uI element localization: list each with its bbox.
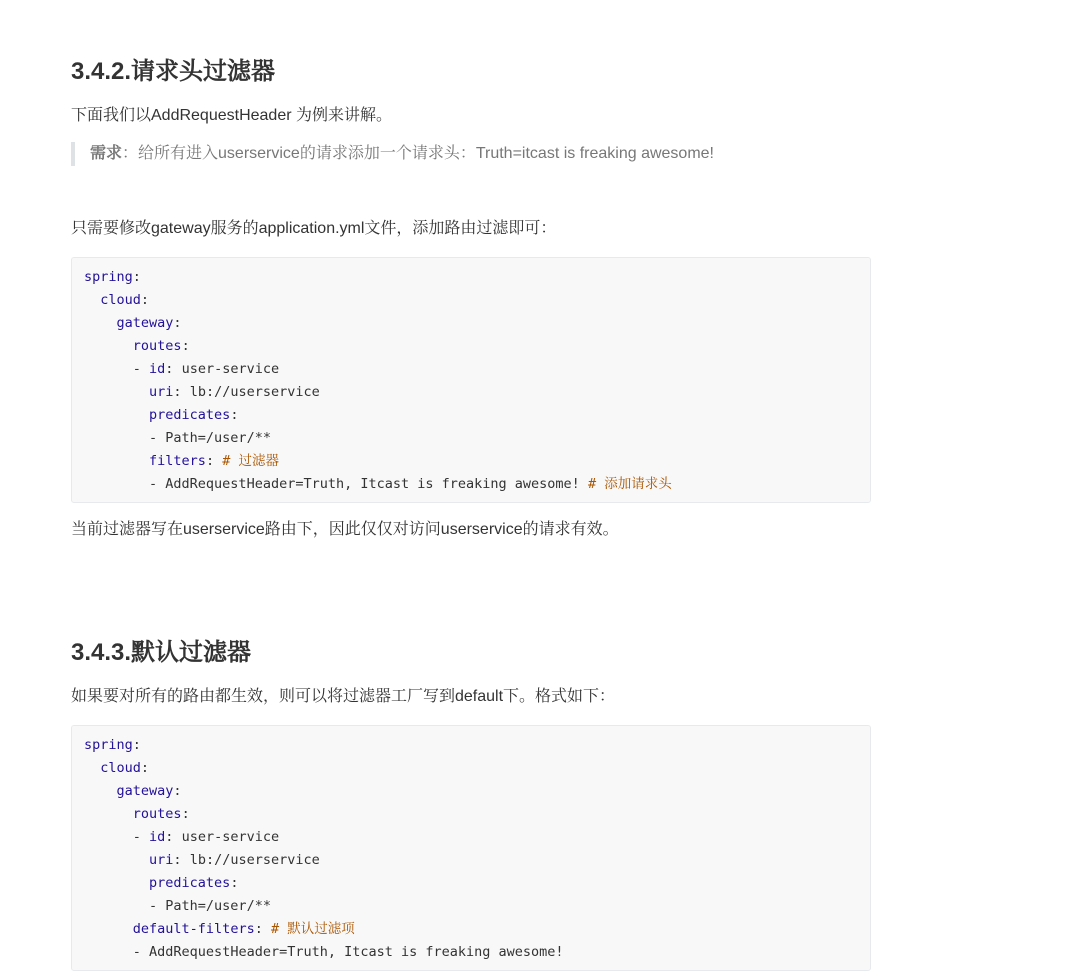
code-indent xyxy=(84,384,149,400)
code-line xyxy=(84,358,858,381)
code-line xyxy=(84,404,858,427)
code-key: gateway xyxy=(116,315,174,331)
code-value: - Path=/user/** xyxy=(149,898,271,914)
code-line xyxy=(84,427,858,450)
code-line xyxy=(84,450,858,473)
code-indent xyxy=(84,875,149,891)
code-key: spring xyxy=(84,269,133,285)
code-key: cloud xyxy=(100,292,141,308)
code-punct: : xyxy=(165,829,174,845)
section-heading-default-filter: 3.4.3.默认过滤器 xyxy=(71,639,252,666)
code-key: gateway xyxy=(116,783,174,799)
code-value: - Path=/user/** xyxy=(149,430,271,446)
code-indent xyxy=(84,760,100,776)
code-block-request-header xyxy=(71,257,871,503)
code-key: predicates xyxy=(149,407,231,423)
code-line xyxy=(84,918,858,941)
section-heading-request-header-filter: 3.4.2.请求头过滤器 xyxy=(71,58,276,85)
code-indent xyxy=(84,944,133,960)
code-line xyxy=(84,757,858,780)
code-punct: : xyxy=(132,269,141,285)
code-punct: : xyxy=(230,407,239,423)
code-line xyxy=(84,335,858,358)
code-indent xyxy=(84,806,133,822)
requirement-blockquote xyxy=(71,142,871,166)
code-punct: : xyxy=(181,338,190,354)
code-key: default-filters xyxy=(132,921,255,937)
code-punct: : xyxy=(140,292,150,308)
code-line xyxy=(84,312,858,335)
code-line xyxy=(84,734,858,757)
code-punct: : xyxy=(173,315,182,331)
code-punct: : xyxy=(254,921,263,937)
code-punct: : xyxy=(165,361,174,377)
code-indent xyxy=(84,852,149,868)
code-indent xyxy=(84,292,100,308)
code-line xyxy=(84,872,858,895)
code-line xyxy=(84,849,858,872)
code-indent: - xyxy=(84,829,150,845)
code-line xyxy=(84,266,858,289)
code-value xyxy=(263,921,271,937)
code-line xyxy=(84,381,858,404)
section1-intro: 下面我们以AddRequestHeader 为例来讲解。 xyxy=(71,107,392,124)
code-indent xyxy=(84,453,149,469)
code-indent xyxy=(84,921,133,937)
code-punct: : xyxy=(230,875,239,891)
code-key: id xyxy=(149,361,166,377)
code-value: - AddRequestHeader=Truth, Itcast is freaking awesome! xyxy=(149,476,588,492)
code-key: filters xyxy=(149,453,206,469)
code-value: lb://userservice xyxy=(181,384,320,400)
section2-intro: 如果要对所有的路由都生效，则可以将过滤器工厂写到default下。格式如下： xyxy=(71,688,616,705)
code-punct: : xyxy=(132,737,141,753)
code-line xyxy=(84,780,858,803)
code-value: user-service xyxy=(173,361,280,377)
code-value: user-service xyxy=(173,829,280,845)
code-punct: : xyxy=(205,453,215,469)
code-key: id xyxy=(149,829,166,845)
code-block-default-filter xyxy=(71,725,871,971)
code-indent xyxy=(84,783,117,799)
code-key: predicates xyxy=(149,875,231,891)
code-value xyxy=(214,453,222,469)
code-key: routes xyxy=(132,338,182,354)
code-indent xyxy=(84,430,149,446)
code-comment: # 过滤器 xyxy=(222,453,279,469)
code-key: cloud xyxy=(100,760,141,776)
section1-note: 当前过滤器写在userservice路由下，因此仅仅对访问userservice的请求有效。 xyxy=(71,521,619,538)
code-punct: : xyxy=(173,384,182,400)
code-line xyxy=(84,803,858,826)
code-key: routes xyxy=(132,806,182,822)
code-indent: - xyxy=(84,361,150,377)
code-line xyxy=(84,895,858,918)
code-line xyxy=(84,826,858,849)
code-indent xyxy=(84,898,149,914)
code-value: - AddRequestHeader=Truth, Itcast is freaking awesome! xyxy=(132,944,564,960)
code-indent xyxy=(84,407,149,423)
code-punct: : xyxy=(173,852,182,868)
code-punct: : xyxy=(173,783,182,799)
code-line xyxy=(84,473,858,496)
code-line xyxy=(84,289,858,312)
code-comment: # 默认过滤项 xyxy=(270,921,355,937)
code-punct: : xyxy=(140,760,150,776)
code-key: uri xyxy=(149,384,174,400)
section1-instruction: 只需要修改gateway服务的application.yml文件，添加路由过滤即可： xyxy=(71,220,557,237)
code-key: spring xyxy=(84,737,133,753)
code-key: uri xyxy=(149,852,174,868)
requirement-label: 需求 xyxy=(90,145,123,162)
code-line xyxy=(84,941,858,964)
code-indent xyxy=(84,315,117,331)
code-punct: : xyxy=(181,806,190,822)
code-value: lb://userservice xyxy=(181,852,320,868)
code-indent xyxy=(84,338,133,354)
requirement-text: ：给所有进入userservice的请求添加一个请求头：Truth=itcast is freaking awesome! xyxy=(122,145,714,162)
code-comment: # 添加请求头 xyxy=(587,476,672,492)
code-indent xyxy=(84,476,149,492)
